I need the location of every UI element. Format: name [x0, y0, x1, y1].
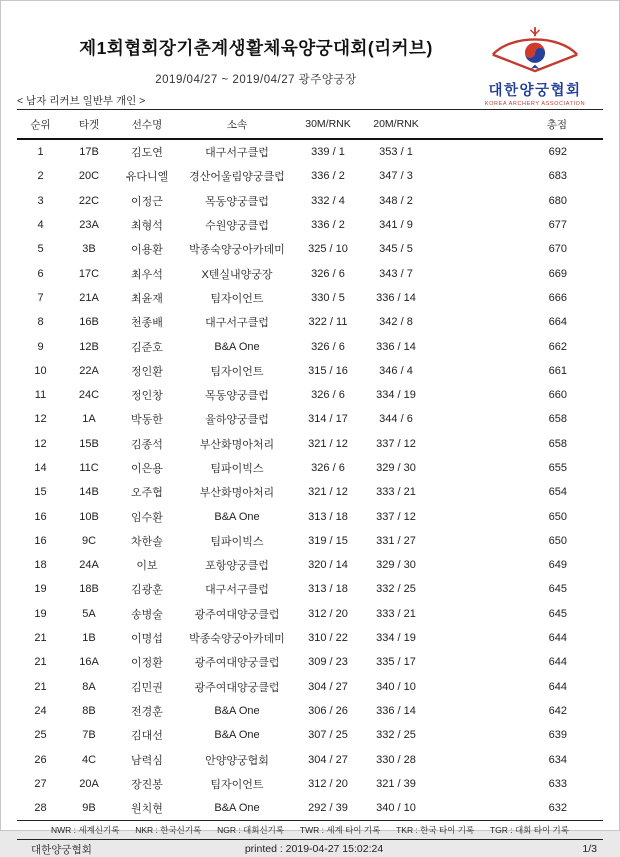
- cell-total-score: 677: [548, 219, 567, 232]
- cell-total-score: 644: [548, 656, 567, 669]
- table-row: [17, 456, 603, 480]
- cell-20m-score: 340 / 10: [376, 680, 416, 693]
- col-header-rank: 순위: [17, 110, 64, 140]
- cell-player-name: 임수환: [131, 511, 163, 524]
- cell-target: 17C: [78, 267, 100, 280]
- cell-club: 목동양궁클럽: [205, 390, 269, 403]
- footer-page-number: 1/3: [582, 843, 597, 856]
- cell-total-score: 661: [548, 364, 567, 377]
- cell-club: 대구서구클럽: [205, 147, 269, 160]
- cell-30m-score: 319 / 15: [308, 534, 348, 547]
- cell-20m-score: 333 / 21: [376, 486, 416, 499]
- cell-30m-score: 292 / 39: [308, 802, 348, 815]
- cell-club: B&A One: [214, 340, 260, 353]
- cell-30m-score: 304 / 27: [308, 680, 348, 693]
- cell-rank: 1: [37, 146, 44, 159]
- cell-club: 율하양궁클럽: [205, 414, 269, 427]
- table-row: [17, 213, 603, 237]
- cell-club: B&A One: [214, 510, 260, 523]
- cell-player-name: 최형석: [131, 220, 163, 233]
- table-row: [17, 310, 603, 334]
- cell-player-name: 차한솔: [131, 535, 163, 548]
- table-row: [17, 650, 603, 674]
- cell-target: 22A: [79, 364, 99, 377]
- cell-player-name: 이은용: [131, 463, 163, 475]
- cell-target: 14B: [79, 486, 99, 499]
- cell-total-score: 666: [548, 291, 567, 304]
- cell-rank: 9: [37, 340, 44, 353]
- legend-item: TKR : 한국 타이 기록: [396, 825, 475, 836]
- cell-target: 20A: [79, 777, 99, 790]
- cell-target: 24C: [78, 389, 100, 402]
- legend-item: TWR : 세계 타이 기록: [299, 825, 381, 836]
- cell-club: X텐실내양궁장: [201, 268, 273, 281]
- cell-player-name: 원치현: [131, 803, 163, 816]
- footer-printed-time: printed : 2019-04-27 15:02:24: [244, 843, 384, 856]
- record-legend: [17, 820, 603, 840]
- table-row: [17, 772, 603, 796]
- cell-player-name: 오주협: [131, 487, 163, 500]
- cell-30m-score: 306 / 26: [308, 704, 348, 717]
- cell-20m-score: 346 / 4: [379, 364, 413, 377]
- cell-target: 12B: [79, 340, 99, 353]
- cell-30m-score: 304 / 27: [308, 753, 348, 766]
- cell-club: 부산화명아처리: [199, 438, 275, 451]
- cell-rank: 26: [34, 753, 47, 766]
- footer-organization: 대한양궁협회: [31, 843, 92, 856]
- cell-player-name: 유다니엘: [125, 171, 169, 184]
- cell-total-score: 650: [548, 510, 567, 523]
- table-row: [17, 699, 603, 723]
- table-row: [17, 529, 603, 553]
- cell-total-score: 634: [548, 753, 567, 766]
- cell-30m-score: 313 / 18: [308, 510, 348, 523]
- cell-player-name: 김대선: [131, 730, 163, 743]
- cell-20m-score: 344 / 6: [379, 413, 413, 426]
- cell-total-score: 644: [548, 680, 567, 693]
- cell-player-name: 김준호: [131, 341, 163, 354]
- header-row: [17, 110, 603, 140]
- cell-club: 팀자이언트: [210, 778, 264, 791]
- cell-target: 15B: [79, 437, 99, 450]
- cell-total-score: 662: [548, 340, 567, 353]
- cell-rank: 24: [34, 704, 47, 717]
- cell-total-score: 670: [548, 243, 567, 256]
- results-table-body: [17, 139, 603, 820]
- cell-total-score: 639: [548, 729, 567, 742]
- cell-30m-score: 339 / 1: [311, 146, 345, 159]
- cell-player-name: 이정환: [131, 657, 163, 670]
- cell-30m-score: 321 / 12: [308, 486, 348, 499]
- cell-20m-score: 332 / 25: [376, 729, 416, 742]
- table-row: [17, 723, 603, 747]
- legend-item: NKR : 한국신기록: [135, 825, 202, 836]
- cell-player-name: 김도연: [131, 147, 163, 160]
- cell-rank: 21: [34, 656, 47, 669]
- cell-club: 광주여대양궁클럽: [194, 657, 280, 670]
- cell-target: 11C: [79, 462, 99, 474]
- cell-30m-score: 313 / 18: [308, 583, 348, 596]
- cell-club: B&A One: [214, 729, 260, 742]
- cell-total-score: 660: [548, 389, 567, 402]
- archery-logo-icon: [480, 27, 590, 73]
- cell-club: B&A One: [214, 704, 260, 717]
- cell-20m-score: 330 / 28: [376, 753, 416, 766]
- cell-target: 1B: [82, 632, 96, 645]
- table-row: [17, 480, 603, 504]
- cell-club: 포항양궁클럽: [205, 560, 269, 573]
- cell-20m-score: 336 / 14: [376, 291, 416, 304]
- cell-total-score: 680: [548, 194, 567, 207]
- cell-club: 경산어울림양궁클럽: [189, 171, 285, 184]
- cell-target: 16A: [79, 656, 99, 669]
- cell-30m-score: 307 / 25: [308, 729, 348, 742]
- cell-total-score: 633: [548, 777, 567, 790]
- cell-rank: 15: [34, 486, 47, 499]
- cell-club: 목동양궁클럽: [205, 195, 269, 208]
- cell-club: B&A One: [214, 802, 260, 815]
- cell-20m-score: 333 / 21: [376, 607, 416, 620]
- cell-30m-score: 309 / 23: [308, 656, 348, 669]
- cell-30m-score: 326 / 6: [311, 267, 345, 280]
- cell-total-score: 664: [548, 316, 567, 329]
- cell-20m-score: 331 / 27: [376, 534, 416, 547]
- cell-rank: 12: [34, 437, 47, 450]
- table-row: [17, 189, 603, 213]
- cell-player-name: 김종석: [131, 438, 163, 451]
- document-header: [1, 1, 619, 109]
- cell-total-score: 655: [548, 462, 567, 474]
- cell-30m-score: 321 / 12: [308, 437, 348, 450]
- cell-20m-score: 329 / 30: [376, 462, 416, 474]
- table-row: [17, 139, 603, 164]
- cell-player-name: 김광훈: [131, 584, 163, 597]
- cell-30m-score: 315 / 16: [308, 364, 348, 377]
- cell-20m-score: 341 / 9: [379, 219, 413, 232]
- cell-30m-score: 330 / 5: [311, 291, 345, 304]
- table-row: [17, 164, 603, 188]
- cell-total-score: 683: [548, 170, 567, 183]
- cell-total-score: 669: [548, 267, 567, 280]
- cell-target: 20C: [78, 170, 100, 183]
- cell-rank: 8: [37, 316, 44, 329]
- table-row: [17, 626, 603, 650]
- cell-club: 대구서구클럽: [205, 317, 269, 330]
- cell-20m-score: 337 / 12: [376, 437, 416, 450]
- cell-20m-score: 336 / 14: [376, 704, 416, 717]
- cell-player-name: 정인환: [131, 365, 163, 378]
- legend-item: NWR : 세계신기록: [51, 825, 120, 836]
- cell-rank: 12: [34, 413, 47, 426]
- cell-player-name: 정인창: [131, 390, 163, 403]
- cell-rank: 2: [37, 170, 44, 183]
- cell-30m-score: 312 / 20: [308, 777, 348, 790]
- cell-30m-score: 314 / 17: [308, 413, 348, 426]
- cell-total-score: 692: [548, 146, 567, 159]
- cell-target: 7B: [82, 729, 96, 742]
- col-header-name: 선수명: [114, 110, 180, 140]
- cell-rank: 14: [34, 462, 47, 474]
- cell-target: 8B: [82, 704, 96, 717]
- cell-target: 16B: [79, 316, 99, 329]
- cell-player-name: 장진봉: [131, 778, 163, 791]
- cell-20m-score: 348 / 2: [379, 194, 413, 207]
- cell-30m-score: 326 / 6: [311, 389, 345, 402]
- table-row: [17, 796, 603, 820]
- cell-target: 17B: [79, 146, 99, 159]
- table-row: [17, 261, 603, 285]
- cell-rank: 28: [34, 802, 47, 815]
- cell-30m-score: 320 / 14: [308, 559, 348, 572]
- cell-club: 팀자이언트: [210, 292, 264, 305]
- cell-target: 24A: [79, 559, 99, 572]
- cell-total-score: 650: [548, 534, 567, 547]
- cell-rank: 25: [34, 729, 47, 742]
- cell-player-name: 이보: [136, 560, 158, 573]
- document-footer: [17, 841, 603, 857]
- cell-rank: 27: [34, 777, 47, 790]
- cell-20m-score: 334 / 19: [376, 389, 416, 402]
- col-header-club: 소속: [180, 110, 294, 140]
- table-row: [17, 407, 603, 431]
- cell-20m-score: 342 / 8: [379, 316, 413, 329]
- table-row: [17, 334, 603, 358]
- cell-30m-score: 312 / 20: [308, 607, 348, 620]
- results-table: [17, 109, 603, 820]
- cell-total-score: 658: [548, 437, 567, 450]
- cell-player-name: 전경훈: [131, 705, 163, 718]
- cell-30m-score: 322 / 11: [308, 316, 348, 329]
- cell-rank: 11: [34, 389, 47, 402]
- cell-club: 팀파이빅스: [210, 535, 264, 548]
- cell-target: 22C: [78, 194, 100, 207]
- cell-club: 광주여대양궁클럽: [194, 681, 280, 694]
- cell-rank: 16: [34, 510, 47, 523]
- cell-player-name: 김민권: [131, 681, 163, 694]
- cell-target: 23A: [79, 219, 99, 232]
- cell-player-name: 이정근: [131, 195, 163, 208]
- table-row: [17, 577, 603, 601]
- page-title: 제1회협회장기춘계생활체육양궁대회(리커브): [79, 38, 433, 58]
- cell-total-score: 658: [548, 413, 567, 426]
- cell-20m-score: 337 / 12: [376, 510, 416, 523]
- cell-target: 5A: [82, 607, 96, 620]
- cell-club: 안양양궁협회: [205, 754, 269, 767]
- table-row: [17, 675, 603, 699]
- cell-20m-score: 334 / 19: [376, 632, 416, 645]
- cell-20m-score: 329 / 30: [376, 559, 416, 572]
- cell-player-name: 이명섭: [131, 633, 163, 646]
- title-block: [31, 35, 481, 87]
- cell-30m-score: 325 / 10: [308, 243, 348, 256]
- cell-rank: 18: [34, 559, 47, 572]
- cell-target: 4C: [81, 753, 97, 766]
- cell-rank: 5: [37, 243, 44, 256]
- logo-english-name: KOREA ARCHERY ASSOCIATION: [484, 101, 586, 107]
- table-row: [17, 383, 603, 407]
- legend-item: NGR : 대회신기록: [217, 825, 285, 836]
- table-row: [17, 359, 603, 383]
- cell-club: 팀파이빅스: [210, 463, 264, 475]
- cell-rank: 19: [34, 607, 47, 620]
- cell-rank: 16: [34, 534, 47, 547]
- cell-total-score: 654: [548, 486, 567, 499]
- cell-player-name: 최윤재: [131, 292, 163, 305]
- cell-total-score: 649: [548, 559, 567, 572]
- table-row: [17, 237, 603, 261]
- cell-20m-score: 321 / 39: [376, 777, 416, 790]
- cell-club: 대구서구클럽: [205, 584, 269, 597]
- cell-rank: 3: [37, 194, 44, 207]
- table-row: [17, 504, 603, 528]
- cell-20m-score: 353 / 1: [379, 146, 413, 159]
- association-logo: [461, 27, 609, 107]
- col-header-target: 타겟: [64, 110, 114, 140]
- cell-club: 박종숙양궁아카데미: [189, 244, 285, 257]
- table-row: [17, 432, 603, 456]
- cell-club: 팀자이언트: [210, 365, 264, 378]
- cell-player-name: 남력심: [131, 754, 163, 767]
- cell-club: 광주여대양궁클럽: [194, 608, 280, 621]
- cell-rank: 19: [34, 583, 47, 596]
- cell-target: 3B: [82, 243, 96, 256]
- cell-20m-score: 335 / 17: [376, 656, 416, 669]
- table-row: [17, 286, 603, 310]
- cell-total-score: 642: [548, 704, 567, 717]
- cell-20m-score: 336 / 14: [376, 340, 416, 353]
- col-header-total: 총점: [430, 110, 603, 140]
- cell-rank: 21: [34, 680, 47, 693]
- cell-player-name: 박동한: [131, 414, 163, 427]
- cell-target: 8A: [82, 680, 96, 693]
- legend-item: TGR : 대회 타이 기록: [489, 825, 569, 836]
- cell-30m-score: 336 / 2: [311, 219, 345, 232]
- cell-20m-score: 345 / 5: [379, 243, 413, 256]
- cell-target: 18B: [79, 583, 99, 596]
- cell-30m-score: 336 / 2: [311, 170, 345, 183]
- cell-30m-score: 326 / 6: [311, 340, 345, 353]
- cell-target: 1A: [82, 413, 96, 426]
- date-venue: 2019/04/27 ~ 2019/04/27 광주양궁장: [155, 74, 357, 86]
- cell-20m-score: 343 / 7: [379, 267, 413, 280]
- table-row: [17, 747, 603, 771]
- cell-target: 9C: [81, 534, 97, 547]
- cell-20m-score: 347 / 3: [379, 170, 413, 183]
- cell-20m-score: 340 / 10: [376, 802, 416, 815]
- cell-total-score: 632: [548, 802, 567, 815]
- results-table-header: [17, 110, 603, 140]
- cell-player-name: 천종배: [131, 317, 163, 330]
- col-header-20m: 20M/RNK: [362, 110, 430, 140]
- cell-club: 수원양궁클럽: [205, 220, 269, 233]
- cell-30m-score: 310 / 22: [308, 632, 348, 645]
- cell-total-score: 645: [548, 583, 567, 596]
- cell-player-name: 송병술: [131, 608, 163, 621]
- category-label: < 남자 리커브 일반부 개인 >: [17, 95, 146, 107]
- cell-rank: 4: [37, 219, 44, 232]
- cell-30m-score: 332 / 4: [311, 194, 345, 207]
- cell-club: 박종숙양궁아카데미: [189, 633, 285, 646]
- table-row: [17, 602, 603, 626]
- cell-total-score: 645: [548, 607, 567, 620]
- cell-club: 부산화명아처리: [199, 487, 275, 500]
- cell-player-name: 최우석: [131, 268, 163, 281]
- cell-total-score: 644: [548, 632, 567, 645]
- cell-rank: 7: [37, 291, 44, 304]
- cell-rank: 21: [34, 632, 47, 645]
- cell-20m-score: 332 / 25: [376, 583, 416, 596]
- cell-30m-score: 326 / 6: [311, 462, 345, 474]
- cell-target: 9B: [82, 802, 96, 815]
- cell-rank: 10: [34, 364, 47, 377]
- logo-korean-name: 대한양궁협회: [488, 83, 582, 99]
- table-row: [17, 553, 603, 577]
- cell-target: 10B: [79, 510, 99, 523]
- col-header-30m: 30M/RNK: [294, 110, 362, 140]
- cell-player-name: 이용환: [131, 244, 163, 257]
- cell-target: 21A: [79, 291, 99, 304]
- cell-rank: 6: [37, 267, 44, 280]
